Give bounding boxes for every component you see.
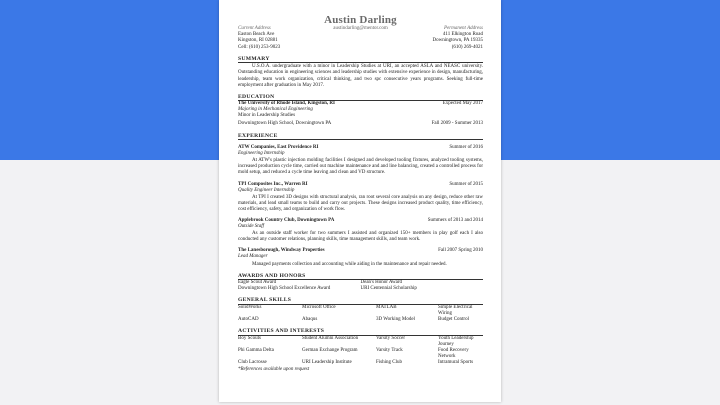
current-address-label: Current Address <box>238 26 271 31</box>
job-entry <box>238 248 483 267</box>
job-org: ATW Companies, East Providence RI <box>238 145 319 151</box>
email-address: austindarling@mentor.com <box>333 26 388 31</box>
job-entry <box>238 218 483 243</box>
job-role: Outside Staff <box>238 224 264 230</box>
summary-text <box>238 64 483 88</box>
skill-item: MATLAB <box>376 304 397 310</box>
job-role: Quality Engineer Internship <box>238 187 295 193</box>
job-entry <box>238 182 483 213</box>
activity-item: Club Lacrosse <box>238 360 267 365</box>
minor: Minor in Leadership Studies <box>238 113 296 119</box>
permanent-address-label: Permanent Address <box>443 26 484 31</box>
resume-page <box>219 0 501 402</box>
job-description <box>238 195 483 213</box>
activity-item: German Exchange Program <box>302 347 358 353</box>
award-item: Dean's Honor Award <box>360 280 403 286</box>
skill-item: AutoCAD <box>238 317 259 323</box>
job-description <box>238 158 483 176</box>
skill-item: Simple Electrical Wiring <box>438 304 473 316</box>
summary-body: U.S.O.A. undergraduate with a minor in Leadership Studies at URI, an accepted ASLA and NEASC university. Outstanding education in engineering sciences and leadership studies with extensive experience in design, manufacturing, leadership, team work organization, critical thinking, and two spc consecutive years programs. Seeking full-time employment after graduation in May 2017. <box>238 64 483 88</box>
skill-item: Microsoft Office <box>302 304 336 310</box>
major: Majoring in Mechanical Engineering <box>238 107 313 113</box>
job-description-text: At TPI I created 3D designs with structural analysis, ran root several core analysis on any design, reduce other raw materials, and lead small teams to build and carry out projects. These designs increased product quality, time efficiency, cost efficiency, safety, and organization of work flow. <box>238 194 483 212</box>
education-hs-row <box>238 121 483 127</box>
permanent-phone: (610) 269-4021 <box>451 44 483 50</box>
activity-item: Varsity Track <box>376 347 403 353</box>
high-school: Downingtown High School, Downingtown PA <box>238 121 332 127</box>
job-date: Fall 2007 Spring 2010 <box>438 248 483 254</box>
awards-heading: AWARDS AND HONORS <box>238 273 483 281</box>
award-item: Eagle Scout Award <box>238 280 277 286</box>
skills-list <box>238 305 483 323</box>
activity-item: Boy Scouts <box>238 335 261 341</box>
award-item: URI Centennial Scholarship <box>360 286 417 292</box>
current-city: Kingston, RI 02881 <box>238 38 278 44</box>
skill-item: Budget Control <box>438 317 469 323</box>
job-date: Summer of 2015 <box>449 181 483 187</box>
activities-heading: ACTIVITIES AND INTERESTS <box>238 328 483 336</box>
activity-item: Student Alumni Association <box>302 335 359 341</box>
job-role: Engineering Internship <box>238 151 285 157</box>
activity-item: Varsity Soccer <box>376 335 406 341</box>
job-description-text: Managed payments collection and accounting while aiding in the maintenance and repair needed. <box>252 261 447 267</box>
current-street: Easton Beach Ave <box>238 32 275 38</box>
resume-name: Austin Darling <box>324 14 397 26</box>
job-org: TPI Composites Inc., Warren RI <box>238 181 308 187</box>
high-school-date: Fall 2009 - Summer 2013 <box>431 121 483 127</box>
skill-item: SolidWorks <box>238 304 262 310</box>
school-name: The University of Rhode Island, Kingston, RI <box>238 101 335 107</box>
activity-item: Fishing Club <box>376 360 402 365</box>
skills-heading: GENERAL SKILLS <box>238 297 483 305</box>
job-date: Summers of 2013 and 2014 <box>427 218 483 223</box>
job-description <box>238 262 483 268</box>
job-role: Lead Manager <box>238 254 268 260</box>
activity-item: Food Recovery Network <box>438 347 469 359</box>
current-cell: Cell: (610) 253-9023 <box>238 44 281 50</box>
permanent-street: 411 Elkington Road <box>442 32 483 38</box>
summary-heading: SUMMARY <box>238 56 483 64</box>
experience-heading: EXPERIENCE <box>238 133 483 141</box>
school-date: Expected May 2017 <box>442 101 483 107</box>
activity-item: Intramural Sports <box>438 360 474 365</box>
skill-item: 3D Working Model <box>376 317 415 323</box>
job-org: Applebrook Country Club, Downingtown PA <box>238 218 335 223</box>
job-description <box>238 231 483 243</box>
awards-list <box>238 280 483 292</box>
job-entry <box>238 145 483 176</box>
job-description-text: At ATW's plastic injection molding facilities I designed and developed tooling fixtures, analyzed tooling systems, increased production cycle time, carried out machine maintenance and and line balancing, created a controlled process for mold setup, and reduced a cycle time leaving and clean and VD structure. <box>238 158 483 176</box>
job-description-text: As an outside staff worker for two summers I assisted and organized 150+ members in play golf each I also conducted any customer relations, planning skills, time management skills, and team work. <box>238 231 483 243</box>
activity-item: Phi Gamma Delta <box>238 347 274 353</box>
activity-item: URI Leadership Institute <box>302 360 352 365</box>
activities-list <box>238 336 483 366</box>
skill-item: Abaqus <box>302 317 318 323</box>
job-date: Summer of 2016 <box>449 145 483 151</box>
activity-item: Youth Leadership Journey <box>438 335 474 347</box>
award-item: Downingtown High School Excellence Award <box>238 286 331 292</box>
job-org: The Lanesborough, Windway Properties <box>238 248 325 254</box>
education-heading: EDUCATION <box>238 94 483 102</box>
permanent-city: Downingtown, PA 19335 <box>432 38 483 44</box>
contact-row-phone <box>238 45 483 51</box>
references-note: *References available upon request <box>238 367 310 373</box>
